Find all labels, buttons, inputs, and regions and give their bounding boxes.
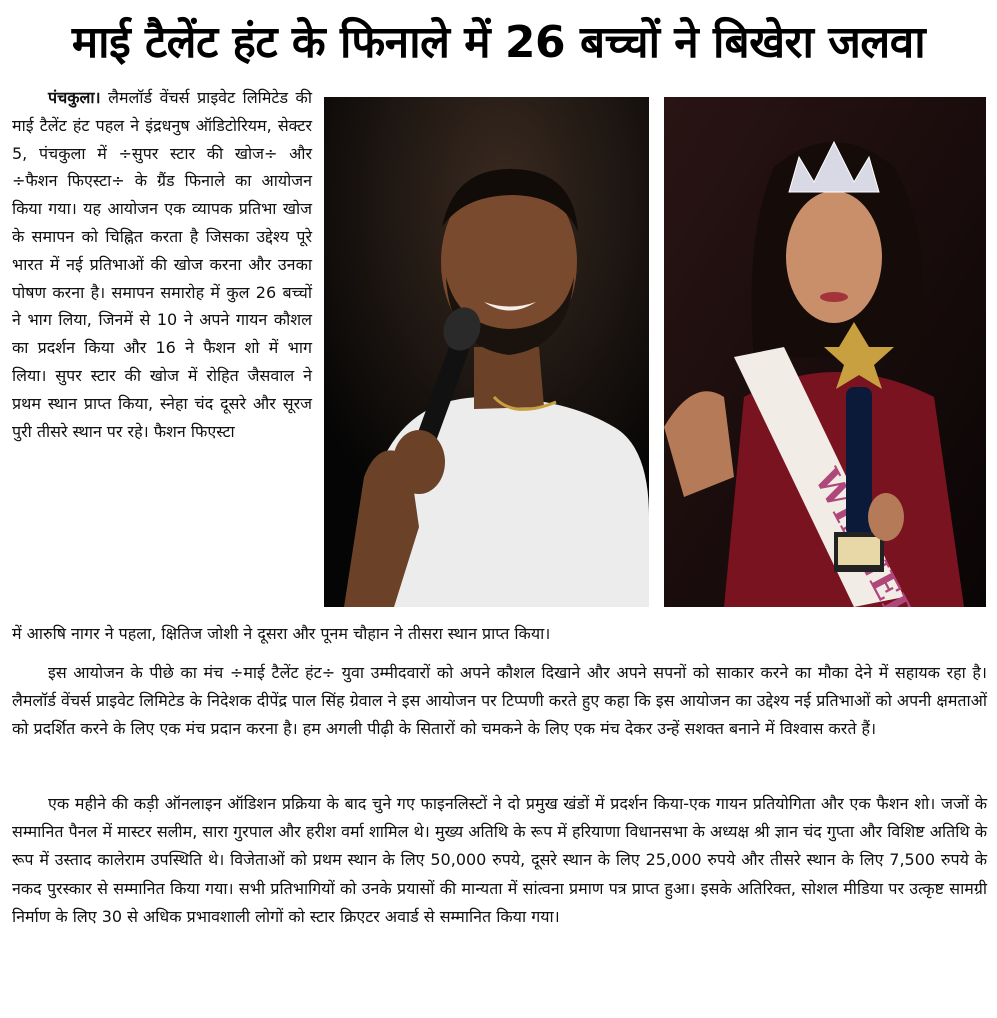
article-para3: एक महीने की कड़ी ऑनलाइन ऑडिशन प्रक्रिया के बाद चुने गए फाइनलिस्टों ने दो प्रमुख खंडों में प्रदर्शन किया-एक गायन प्रतियोगिता और एक फैशन शो। जजों के सम्मानित पैनल में मास्टर सलीम, सारा गुरपाल और हरीश वर्मा शामिल थे। मुख्य अतिथि के रूप में हरियाणा विधानसभा के अध्यक्ष श्री ज्ञान चंद गुप्ता और विशिष्ट अतिथि के रूप में उस्ताद कालेराम उपस्थिति थे। विजेताओं को प्रथम स्थान के लिए 50,000 रुपये, दूसरे स्थान के लिए 25,000 रुपये और तीसरे स्थान के लिए 7,500 रुपये के नकद पुरस्कार से सम्मानित किया गया। सभी प्रतिभागियों को उनके प्रयासों की मान्यता में सांत्वना प्रमाण पत्र प्राप्त हुआ। इसके अतिरिक्त, सोशल मीडिया पर उत्कृष्ट सामग्री निर्माण के लिए 30 से अधिक प्रभावशाली लोगों को स्टार क्रिएटर अवार्ड से सम्मानित किया गया। [12, 794, 987, 926]
dateline: पंचकुला। [48, 88, 101, 107]
headline: माई टैलेंट हंट के फिनाले में 26 बच्चों ने बिखेरा जलवा [71, 17, 926, 68]
winner-illustration [664, 97, 986, 607]
article-column-text [12, 84, 312, 445]
article-para1-column: लैमलॉर्ड वेंचर्स प्राइवेट लिमिटेड की माई टैलेंट हंट पहल ने इंद्रधनुष ऑडिटोरियम, सेक्टर 5, पंचकुला में ÷सुपर स्टार की खोज÷ और ÷फैशन फिएस्टा÷ के ग्रैंड फिनाले का आयोजन किया गया। यह आयोजन एक व्यापक प्रतिभा खोज के समापन को चिह्नित करता है जिसका उद्देश्य पूरे भारत में नई प्रतिभाओं की खोज करना और उनका पोषण करना है। समापन समारोह में कुल 26 बच्चों ने भाग लिया, जिनमें से 10 ने अपने गायन कौशल का प्रदर्शन किया और 16 ने फैशन शो में भाग लिया। सुपर स्टार की खोज में रोहित जैसवाल ने प्रथम स्थान प्राप्त किया, स्नेहा चंद दूसरे और सूरज पुरी तीसरे स्थान पर रहे। फैशन फिएस्टा [12, 88, 312, 441]
man-with-microphone-illustration [324, 97, 649, 607]
article-para1-tail: में आरुषि नागर ने पहला, क्षितिज जोशी ने दूसरा और पूनम चौहान ने तीसरा स्थान प्राप्त किया। [12, 624, 551, 643]
man-with-microphone-photo [324, 97, 649, 607]
article-para2: इस आयोजन के पीछे का मंच ÷माई टैलेंट हंट÷ युवा उम्मीदवारों को अपने कौशल दिखाने और अपने सपनों को साकार करने का मौका देने में सहायक रहा है। लैमलॉर्ड वेंचर्स प्राइवेट लिमिटेड के निदेशक दीपेंद्र पाल सिंह ग्रेवाल ने इस आयोजन पर टिप्पणी करते हुए कहा कि इस आयोजन का उद्देश्य नई प्रतिभाओं को अपनी क्षमताओं को प्रदर्शित करने के लिए एक मंच प्रदान करना है। हम अगली पीढ़ी के सितारों को चमकने के लिए एक मंच देकर उन्हें सशक्त बनाने में विश्वास करते हैं। [12, 663, 988, 739]
winner-with-crown-photo [664, 97, 986, 607]
